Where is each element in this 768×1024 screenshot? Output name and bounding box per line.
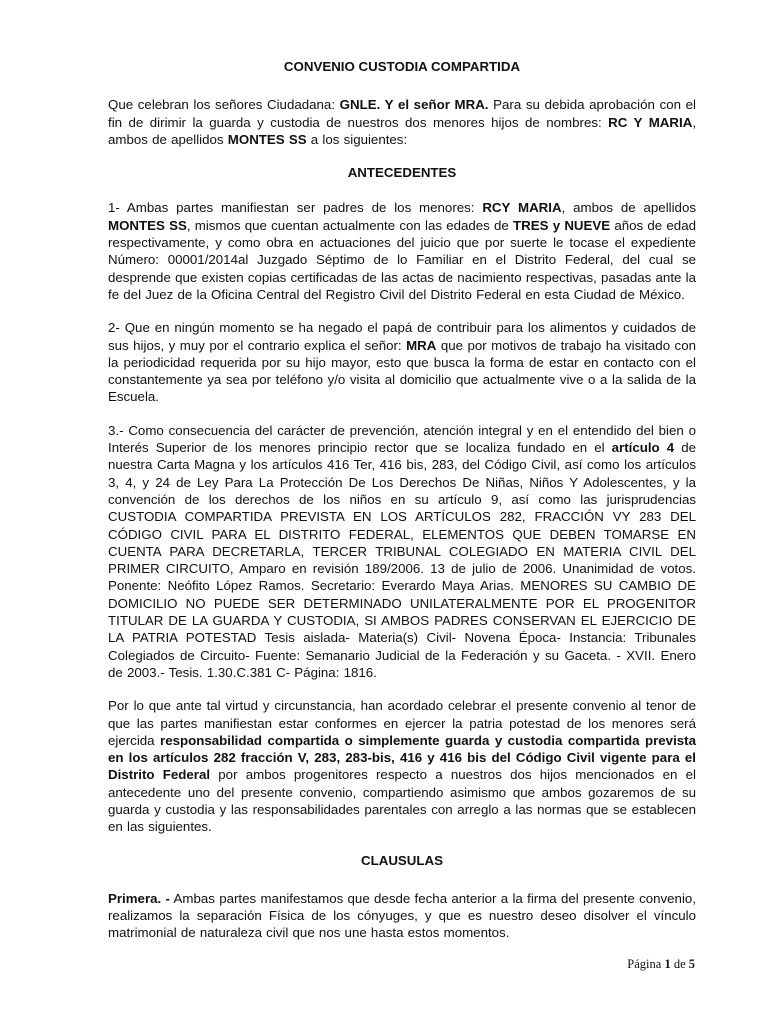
document-title: CONVENIO CUSTODIA COMPARTIDA: [283, 59, 521, 74]
clausulas-heading: CLAUSULAS: [361, 852, 443, 868]
bold-text-run: GNLE. Y el señor MRA.: [339, 97, 489, 113]
antecedentes-heading: ANTECEDENTES: [347, 165, 457, 181]
antecedente-3-paragraph: [108, 422, 696, 681]
bold-text-run: RC Y MARIA: [608, 114, 693, 130]
text-run: que por motivos de trabajo ha visitado con la periodicidad requerida por su hijo mayor, esto que busca la forma de estar en contacto con el constantemente ya sea por teléfono y/o visita al domicilio que actualmente vive o a la salida de la Escuela.: [108, 337, 696, 405]
text-run: Para su debida aprobación con el fin de dirimir la guarda y custodia de nuestros dos menores hijos de nombres:: [108, 97, 696, 130]
bold-text-run: MONTES SS: [108, 217, 187, 233]
text-run: Que celebran los señores Ciudadana:: [108, 97, 340, 113]
clausula-primera-paragraph: [108, 890, 696, 942]
bold-text-run: RCY MARIA: [482, 200, 562, 216]
text-run: , mismos que cuentan actualmente con las edades de: [186, 217, 514, 233]
intro-paragraph: [108, 96, 696, 148]
text-run: Ambas partes manifestamos que desde fecha anterior a la firma del presente convenio, realizamos la separación Física de los cónyuges, y que es nuestro deseo disolver el vínculo matrimonial de naturaleza civil que nos une hasta estos momentos.: [108, 890, 696, 941]
text-run: , ambos de apellidos: [108, 114, 697, 147]
text-run: a los siguientes:: [306, 131, 408, 147]
text-run: de nuestra Carta Magna y los artículos 416 Ter, 416 bis, 283, del Código Civil, así como los artículos 3, 4, y 24 de Ley Para La Protección De Los Derechos De Niñas, Niños Y Adolescentes, y la convención de los derechos de los niños en su artículo 9, así como las jurisprudencias CUSTODIA COMPARTIDA PREVISTA EN LOS ARTÍCULOS 282, FRACCIÓN VY 283 DEL CÓDIGO CIVIL PARA EL DISTRITO FEDERAL, ELEMENTOS QUE DEBEN TOMARSE EN CUENTA PARA DECRETARLA, TERCER TRIBUNAL COLEGIADO EN MATERIA CIVIL DEL PRIMER CIRCUITO, Amparo en revisión 189/2006. 13 de julio de 2006. Unanimidad de votos. Ponente: Neófito López Ramos. Secretario: Everardo Maya Arias. MENORES SU CAMBIO DE DOMICILIO NO PUEDE SER DETERMINADO UNILATERALMENTE POR EL PROGENITOR TITULAR DE LA GUARDA Y CUSTODIA, SI AMBOS PADRES CONSERVAN EL EJERCICIO DE LA PATRIA POTESTAD Tesis aislada- Materia(s) Civil- Novena Época- Instancia: Tribunales Colegiados de Circuito- Fuente: Semanario Judicial de la Federación y su Gaceta. - XVII. Enero de 2003.- Tesis. 1.30.C.381 C- Página: 1816.: [108, 440, 696, 680]
text-run: años de edad respectivamente, y como obra en actuaciones del juicio que por suerte le tocase el expediente Número: 00001/2014al Juzgado Séptimo de lo Familiar en el Distrito Federal, del cual se desprende que existen copias certificadas de las actas de nacimiento respectivas, pasadas ante la fe del Juez de la Oficina Central del Registro Civil del Distrito Federal en esta Ciudad de México.: [108, 217, 696, 302]
text-run: 1- Ambas partes manifiestan ser padres de los menores:: [108, 200, 483, 216]
page-footer: [627, 956, 695, 973]
text-run: , ambos de apellidos: [561, 200, 696, 216]
bold-text-run: artículo 4: [611, 440, 675, 456]
bold-text-run: TRES y NUEVE: [513, 217, 611, 233]
bold-text-run: MONTES SS: [227, 131, 307, 147]
text-run: 3.- Como consecuencia del carácter de prevención, atención integral y en el entendido del bien o Interés Superior de los menores principio rector que se localiza fundado en el: [108, 422, 696, 456]
text-run: 2- Que en ningún momento se ha negado el papá de contribuir para los alimentos y cuidados de sus hijos, y muy por el contrario explica el señor:: [108, 320, 696, 353]
acuerdo-paragraph: [108, 697, 696, 835]
bold-text-run: responsabilidad compartida o simplemente guarda y custodia compartida prevista en los artículos 282 fracción V, 283, 283-bis, 416 y 416 bis del Código Civil vigente para el Distrito Federal: [108, 732, 696, 783]
total-pages: 5: [688, 957, 695, 971]
antecedente-2-paragraph: [108, 319, 696, 405]
bold-text-run: MRA: [406, 337, 437, 353]
page-word: Página: [627, 957, 662, 971]
antecedente-1-paragraph: [108, 199, 696, 303]
text-run: Por lo que ante tal virtud y circunstancia, han acordado celebrar el presente convenio al tenor de que las partes manifiestan estar conformes en ejercer la patria potestad de los menores será ejercida: [108, 698, 696, 748]
text-run: por ambos progenitores respecto a nuestros dos hijos mencionados en el antecedente uno del presente convenio, compartiendo asimismo que ambos gozaremos de su guarda y custodia y las responsabilidades parentales con arreglo a las normas que se establecen en las siguientes.: [108, 767, 696, 835]
page-number: 1: [664, 957, 671, 971]
bold-text-run: Primera. -: [108, 890, 170, 906]
of-word: de: [673, 957, 686, 971]
